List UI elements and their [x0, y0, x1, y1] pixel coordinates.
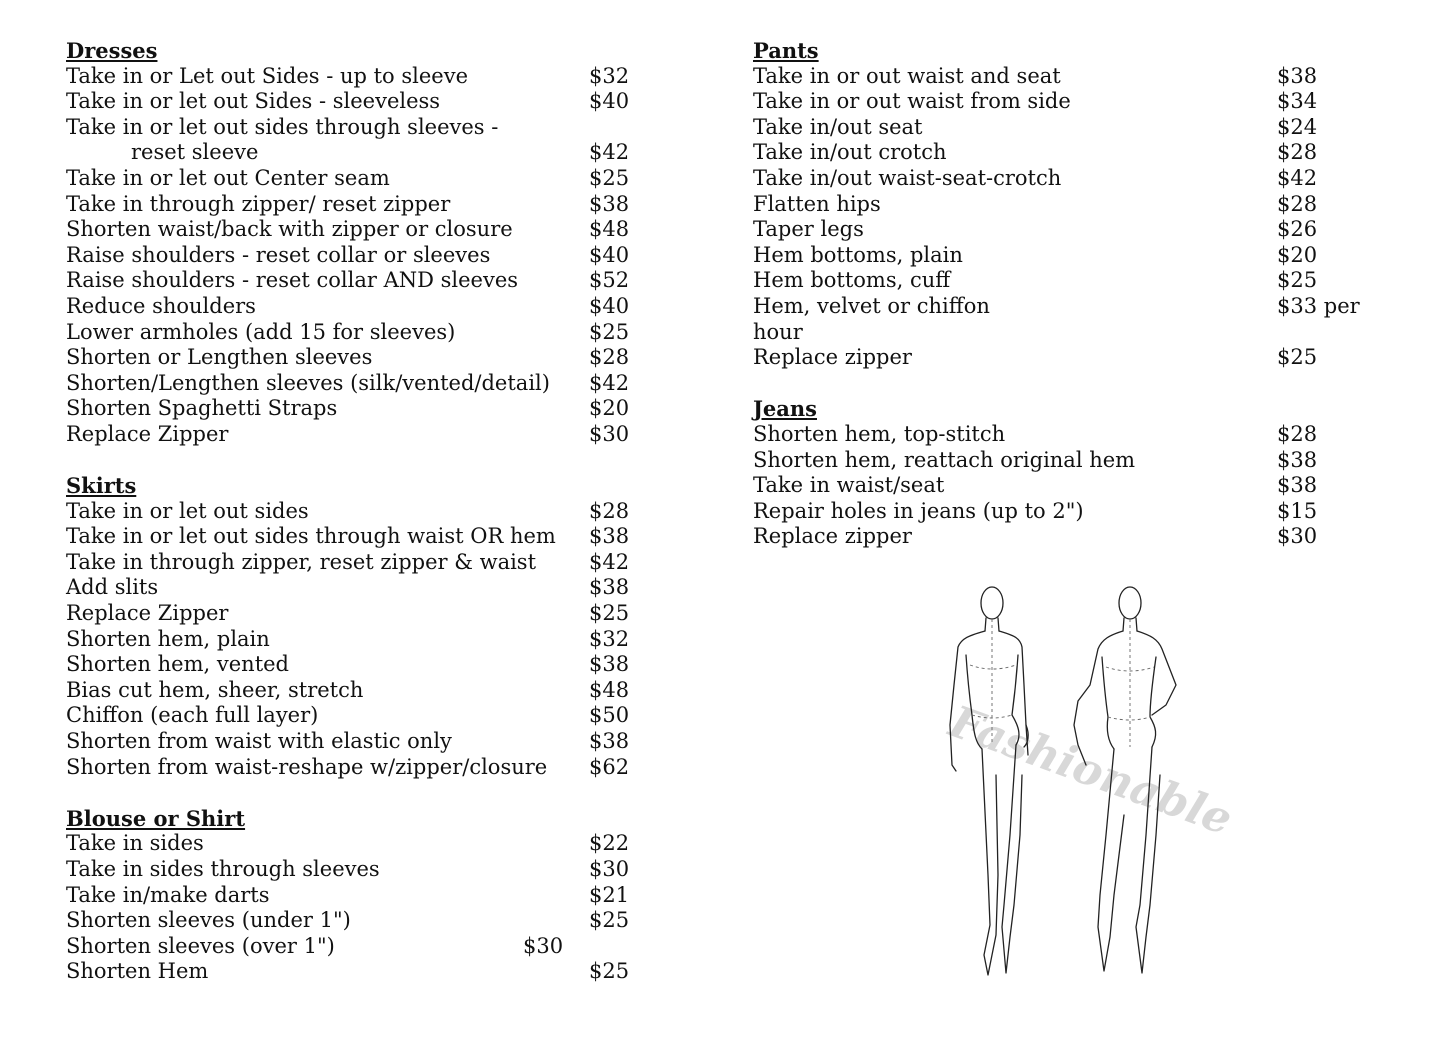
- item-label: Shorten sleeves (over 1"): [66, 933, 335, 958]
- item-label: Shorten or Lengthen sleeves: [66, 345, 373, 370]
- price-row: [66, 703, 646, 729]
- item-label: Shorten hem, reattach original hem: [753, 447, 1136, 472]
- price-row: [66, 89, 646, 115]
- item-label: Take in or out waist and seat: [753, 63, 1061, 88]
- price-row: [66, 422, 646, 448]
- fashion-croquis-illustration: [930, 575, 1239, 985]
- item-label: Take in/out crotch: [753, 140, 947, 165]
- watermark-text: Fashionable: [942, 696, 1239, 846]
- item-label: Shorten hem, vented: [66, 652, 290, 677]
- item-price: $25: [589, 601, 630, 626]
- item-label: Take in through zipper, reset zipper & waist: [66, 549, 537, 574]
- item-label: Replace Zipper: [66, 421, 229, 446]
- item-label: Flatten hips: [753, 191, 881, 216]
- item-price: $38: [589, 729, 630, 754]
- item-label: Take in or let out sides: [66, 498, 309, 523]
- price-row: [66, 192, 646, 218]
- item-price: $24: [1277, 114, 1318, 139]
- item-label: Bias cut hem, sheer, stretch: [66, 677, 364, 702]
- price-row: [66, 396, 646, 422]
- item-price: $48: [589, 217, 630, 242]
- blouse-section: [66, 806, 646, 985]
- item-label: Take in through zipper/ reset zipper: [66, 191, 451, 216]
- item-label: Take in/out waist-seat-crotch: [753, 165, 1062, 190]
- price-row: [66, 140, 646, 166]
- price-row: [66, 934, 646, 960]
- item-price: $38: [1277, 447, 1318, 472]
- price-row: [66, 64, 646, 90]
- item-label: Reduce shoulders: [66, 293, 256, 318]
- item-price: $38: [589, 575, 630, 600]
- item-price: $32: [589, 63, 630, 88]
- item-price: $22: [589, 831, 630, 856]
- price-row: [753, 294, 1393, 320]
- item-price: $20: [589, 396, 630, 421]
- price-row: [753, 499, 1393, 525]
- item-price: $42: [589, 549, 630, 574]
- blouse-heading: Blouse or Shirt: [66, 805, 246, 831]
- item-label: Take in or let out sides through sleeves -: [66, 114, 499, 139]
- price-row: [66, 755, 646, 781]
- price-row: [66, 166, 646, 192]
- skirts-section: [66, 473, 646, 780]
- item-label: Shorten from waist-reshape w/zipper/closure: [66, 754, 548, 779]
- item-price: $38: [589, 652, 630, 677]
- price-row: [753, 192, 1393, 218]
- item-label: Take in/out seat: [753, 114, 923, 139]
- item-label: Chiffon (each full layer): [66, 703, 319, 728]
- price-row: [66, 908, 646, 934]
- price-row: [753, 140, 1393, 166]
- item-label: Shorten Hem: [66, 959, 209, 984]
- price-row: [66, 243, 646, 269]
- item-label: Hem bottoms, cuff: [753, 268, 951, 293]
- price-row: [753, 243, 1393, 269]
- item-price: $25: [589, 319, 630, 344]
- item-price: $40: [589, 293, 630, 318]
- price-row: [66, 217, 646, 243]
- item-price: $40: [589, 89, 630, 114]
- item-price: $30: [589, 421, 630, 446]
- item-label: Shorten Spaghetti Straps: [66, 396, 338, 421]
- price-row: [66, 729, 646, 755]
- price-row: [753, 64, 1393, 90]
- item-label: Take in or let out sides through waist OR hem: [66, 524, 556, 549]
- item-price: $20: [1277, 242, 1318, 267]
- item-price: $26: [1277, 217, 1318, 242]
- item-price: $28: [589, 498, 630, 523]
- item-label: Hem bottoms, plain: [753, 242, 963, 267]
- price-row: [753, 217, 1393, 243]
- item-label: Shorten from waist with elastic only: [66, 729, 452, 754]
- price-row: [753, 422, 1393, 448]
- item-label: Replace zipper: [753, 345, 912, 370]
- item-price: $32: [589, 626, 630, 651]
- item-label: Replace zipper: [753, 524, 912, 549]
- price-row: [66, 499, 646, 525]
- price-row: [66, 601, 646, 627]
- item-label: Take in sides: [66, 831, 204, 856]
- item-price: $15: [1277, 498, 1318, 523]
- price-row: [66, 268, 646, 294]
- item-label: Replace Zipper: [66, 601, 229, 626]
- item-label: Shorten hem, plain: [66, 626, 270, 651]
- jeans-section: [753, 396, 1393, 550]
- price-row: [66, 320, 646, 346]
- item-price: $25: [1277, 268, 1318, 293]
- price-row: [753, 473, 1393, 499]
- price-row: [753, 166, 1393, 192]
- item-label: Take in or out waist from side: [753, 89, 1071, 114]
- price-row: [66, 627, 646, 653]
- item-label: Repair holes in jeans (up to 2"): [753, 498, 1084, 523]
- skirts-heading: Skirts: [66, 473, 137, 499]
- item-label: Take in or Let out Sides - up to sleeve: [66, 63, 469, 88]
- price-row: [66, 345, 646, 371]
- pants-heading: Pants: [753, 38, 819, 63]
- item-label: Take in or let out Center seam: [66, 165, 390, 190]
- item-label: Shorten waist/back with zipper or closure: [66, 217, 513, 242]
- item-label: Raise shoulders - reset collar or sleeves: [66, 242, 491, 267]
- item-price: $48: [589, 677, 630, 702]
- item-price: $38: [589, 191, 630, 216]
- price-row: [66, 115, 646, 141]
- jeans-heading: Jeans: [753, 396, 817, 422]
- price-row: [66, 652, 646, 678]
- item-price: $30: [589, 857, 630, 881]
- item-label: Shorten/Lengthen sleeves (silk/vented/detail): [66, 370, 550, 395]
- item-price: $25: [1277, 345, 1318, 370]
- pants-section: [753, 38, 1393, 371]
- item-price: $50: [589, 703, 630, 728]
- price-row: [66, 550, 646, 576]
- item-price: $25: [589, 959, 630, 984]
- item-price: $25: [589, 908, 630, 933]
- item-price: $28: [589, 345, 630, 370]
- price-row: [66, 831, 646, 857]
- croquis-figures: [930, 575, 1239, 985]
- price-row: [66, 294, 646, 320]
- dresses-section: [66, 38, 646, 448]
- item-label: Hem, velvet or chiffon: [753, 293, 990, 318]
- item-label: Shorten hem, top-stitch: [753, 421, 1006, 446]
- item-price: $38: [1277, 473, 1318, 498]
- item-price: $40: [589, 242, 630, 267]
- item-price: $62: [589, 754, 630, 779]
- price-row: [66, 959, 646, 985]
- price-row: [753, 524, 1393, 550]
- price-row: [66, 857, 646, 883]
- price-row: [66, 678, 646, 704]
- item-price: $33 per: [1277, 293, 1360, 318]
- left-column: [66, 38, 646, 1011]
- item-label: Raise shoulders - reset collar AND sleeves: [66, 268, 519, 293]
- item-price: $42: [1277, 165, 1318, 190]
- dresses-heading: Dresses: [66, 38, 158, 63]
- item-price: $30: [523, 933, 564, 958]
- item-price: $38: [1277, 63, 1318, 88]
- price-row: [753, 115, 1393, 141]
- price-row: [753, 89, 1393, 115]
- item-label: Take in or let out Sides - sleeveless: [66, 89, 441, 114]
- item-price: $28: [1277, 191, 1318, 216]
- left-figure: [950, 587, 1028, 975]
- item-price: $21: [589, 882, 630, 907]
- item-label: Take in waist/seat: [753, 473, 945, 498]
- right-column: [753, 38, 1393, 575]
- item-price: $30: [1277, 524, 1318, 549]
- item-label: hour: [753, 319, 803, 344]
- item-price: $52: [589, 268, 630, 293]
- price-row: [66, 575, 646, 601]
- item-price: $25: [589, 165, 630, 190]
- price-row: [753, 345, 1393, 371]
- price-row: [753, 320, 1393, 346]
- item-price: $28: [1277, 140, 1318, 165]
- item-label: Shorten sleeves (under 1"): [66, 908, 351, 933]
- item-label: reset sleeve: [131, 140, 259, 165]
- item-price: $42: [589, 140, 630, 165]
- price-row: [66, 371, 646, 397]
- item-price: $28: [1277, 421, 1318, 446]
- item-label: Taper legs: [753, 217, 864, 242]
- item-label: Add slits: [66, 575, 159, 600]
- item-label: Take in/make darts: [66, 882, 270, 907]
- price-row: [753, 448, 1393, 474]
- price-row: [66, 883, 646, 909]
- item-label: Take in sides through sleeves: [66, 857, 380, 881]
- item-label: Lower armholes (add 15 for sleeves): [66, 319, 456, 344]
- price-row: [753, 268, 1393, 294]
- item-price: $38: [589, 524, 630, 549]
- price-row: [66, 524, 646, 550]
- item-price: $34: [1277, 89, 1318, 114]
- item-price: $42: [589, 370, 630, 395]
